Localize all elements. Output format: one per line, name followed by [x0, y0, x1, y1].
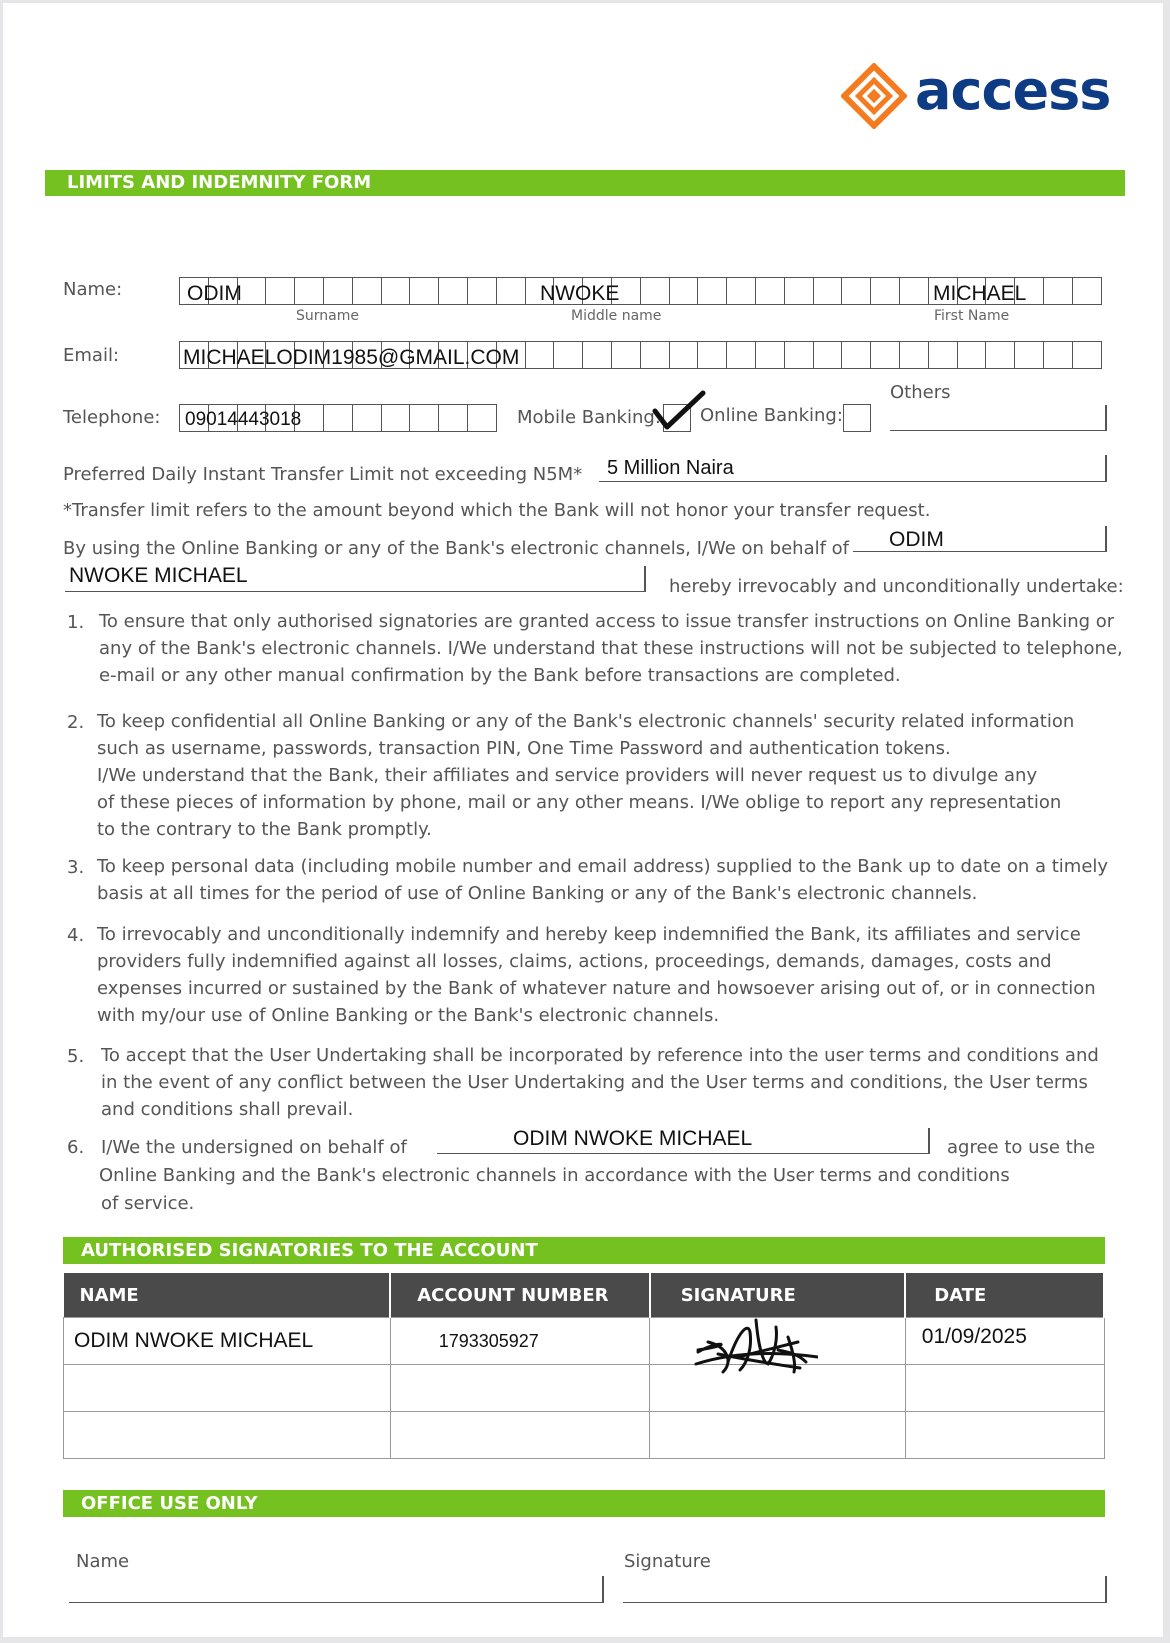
signatories-table [63, 1273, 1105, 1459]
office-use-bar [63, 1490, 1105, 1517]
clause-2-text: To keep confidential all Online Banking or any of the Bank's electronic channels' security related information such as username, passwords, transaction PIN, One Time Password and authentication tokens. I/We understand that the Bank, their affiliates and service providers will never request us to divulge any of these pieces of information by phone, mail or any other means. I/We oblige to report any representation to the contrary to the Bank promptly. [97, 711, 1075, 840]
clause-6-field[interactable] [437, 1153, 929, 1154]
signatories-title: AUTHORISED SIGNATORIES TO THE ACCOUNT [81, 1240, 538, 1261]
first-name-value[interactable]: MICHAEL [933, 282, 1027, 305]
limit-label: Preferred Daily Instant Transfer Limit not exceeding N5M* [63, 464, 583, 485]
brand-name: access [915, 59, 1111, 122]
clause-5-number: 5. [67, 1046, 85, 1067]
online-banking-checkbox[interactable] [843, 404, 871, 432]
office-name-field[interactable] [69, 1602, 603, 1603]
form-title-bar [45, 170, 1125, 196]
table-row [64, 1412, 1105, 1459]
surname-value[interactable]: ODIM [187, 282, 242, 305]
email-label: Email: [63, 345, 120, 366]
name-label: Name: [63, 279, 123, 300]
limit-field[interactable] [599, 481, 1106, 482]
office-name-label: Name [76, 1551, 130, 1572]
header-date: DATE [905, 1273, 1104, 1318]
limit-value[interactable]: 5 Million Naira [607, 457, 734, 479]
clause-6-value[interactable]: ODIM NWOKE MICHAEL [513, 1127, 753, 1150]
header-account-number: ACCOUNT NUMBER [390, 1273, 650, 1318]
online-banking-label: Online Banking: [700, 405, 843, 426]
clause-6-number: 6. [67, 1137, 85, 1158]
others-label: Others [890, 382, 951, 403]
table-row [64, 1318, 1105, 1365]
signatory-date[interactable]: 01/09/2025 [905, 1318, 1104, 1365]
handwritten-signature [678, 1302, 818, 1382]
behalf-text: By using the Online Banking or any of the Bank's electronic channels, I/We on behalf of [63, 538, 850, 559]
clause-6-suffix: agree to use the [947, 1137, 1096, 1158]
header-signature: SIGNATURE [650, 1273, 906, 1318]
header-name: NAME [64, 1273, 391, 1318]
form-page [3, 3, 1163, 1637]
access-logo-icon [841, 63, 907, 129]
first-name-caption: First Name [934, 308, 1010, 324]
clause-3-number: 3. [67, 857, 85, 878]
clause-6-line-3: of service. [101, 1193, 195, 1214]
clause-6-prefix: I/We the undersigned on behalf of [101, 1137, 407, 1158]
clause-2-number: 2. [67, 712, 85, 733]
email-value[interactable]: MICHAELODIM1985@GMAIL.COM [183, 346, 520, 369]
form-title: LIMITS AND INDEMNITY FORM [67, 172, 372, 193]
clause-5-text: To accept that the User Undertaking shall be incorporated by reference into the user terms and conditions and in the event of any conflict between the User Undertaking and the User terms and conditions, the User terms and conditions shall prevail. [101, 1045, 1099, 1120]
office-signature-field[interactable] [623, 1602, 1106, 1603]
surname-caption: Surname [296, 308, 359, 324]
signatory-account[interactable]: 1793305927 [390, 1318, 650, 1365]
table-row [64, 1365, 1105, 1412]
clause-3-text: To keep personal data (including mobile number and email address) supplied to the Bank up to date on a timely basis at all times for the period of use of Online Banking or any of the Bank's electronic channels. [97, 856, 1109, 904]
access-logo [841, 59, 1121, 133]
clause-1-text: To ensure that only authorised signatories are granted access to issue transfer instructions on Online Banking or any of the Bank's electronic channels. I/We understand that these instructions will not be subjected to telephone, e-mail or any other manual confirmation by the Bank before transactions are completed. [99, 611, 1123, 686]
behalf-value-1[interactable]: ODIM [889, 528, 944, 551]
signatory-name[interactable]: ODIM NWOKE MICHAEL [64, 1318, 391, 1365]
checkmark-icon [651, 389, 707, 433]
middle-name-caption: Middle name [571, 308, 662, 324]
limit-note: *Transfer limit refers to the amount beyond which the Bank will not honor your transfer request. [63, 500, 931, 521]
behalf-field-2[interactable] [65, 591, 645, 592]
office-use-title: OFFICE USE ONLY [81, 1493, 258, 1514]
clause-4-number: 4. [67, 925, 85, 946]
signatory-signature[interactable] [650, 1318, 906, 1365]
telephone-value[interactable]: 09014443018 [185, 409, 302, 430]
signatories-bar [63, 1237, 1105, 1264]
others-field[interactable] [890, 430, 1106, 431]
telephone-label: Telephone: [63, 407, 161, 428]
clause-4-text: To irrevocably and unconditionally indemnify and hereby keep indemnified the Bank, its affiliates and service providers fully indemnified against all losses, claims, actions, proceedings, demands, damages, costs and expenses incurred or sustained by the Bank of whatever nature and howsoever arising out of, or in connection with my/our use of Online Banking or the Bank's electronic channels. [97, 924, 1096, 1026]
undertake-text: hereby irrevocably and unconditionally undertake: [669, 576, 1124, 597]
behalf-value-2[interactable]: NWOKE MICHAEL [69, 564, 248, 587]
middle-name-value[interactable]: NWOKE [540, 282, 620, 305]
clause-1-number: 1. [67, 612, 85, 633]
mobile-banking-label: Mobile Banking: [517, 407, 661, 428]
office-signature-label: Signature [624, 1551, 711, 1572]
clause-6-line-2: Online Banking and the Bank's electronic channels in accordance with the User terms and conditions [99, 1165, 1010, 1186]
